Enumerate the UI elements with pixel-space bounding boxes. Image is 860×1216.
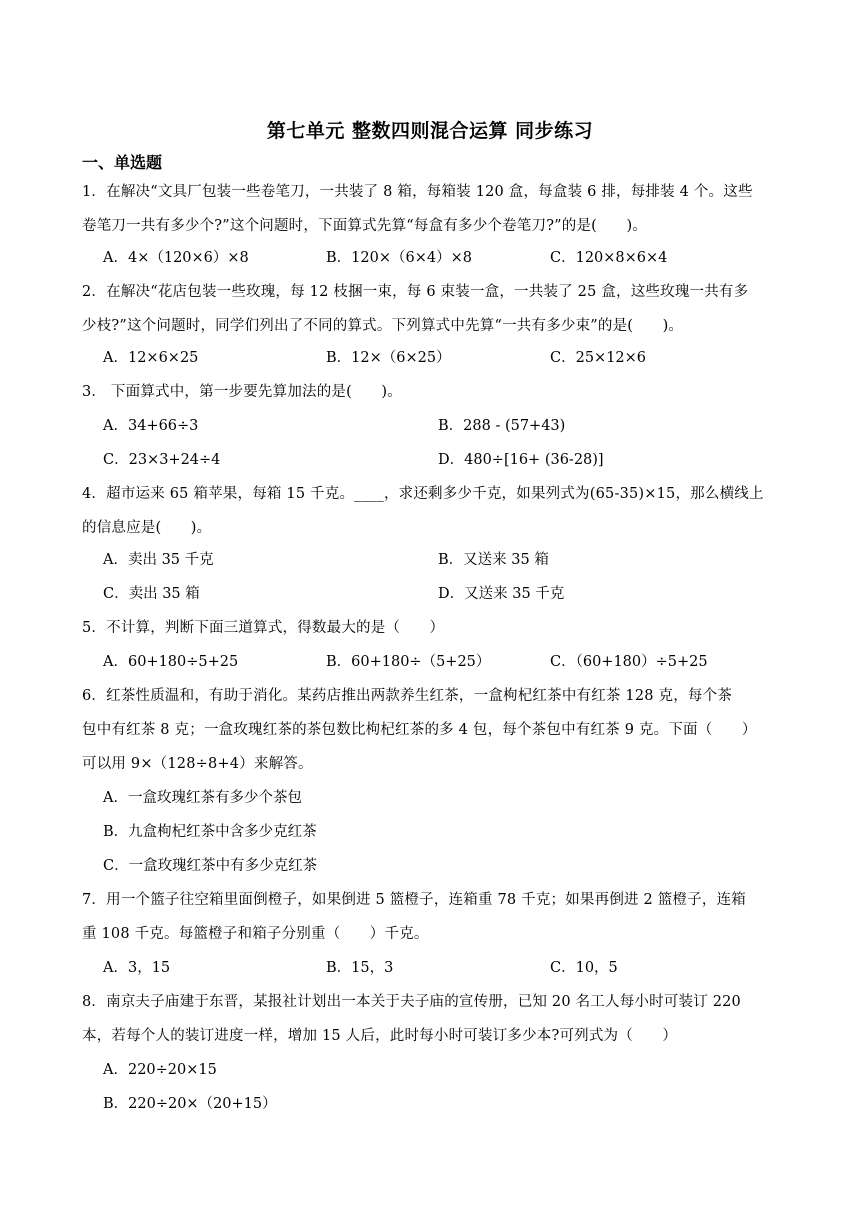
question-8-line-1: 8．南京夫子庙建于东晋，某报社计划出一本关于夫子庙的宣传册，已知 20 名工人每小时可装订 220: [82, 994, 741, 1010]
question-7-line-2: 重 108 千克。每篮橙子和箱子分别重（ ）千克。: [82, 926, 429, 942]
question-8-line-2: 本，若每个人的装订进度一样，增加 15 人后，此时每小时可装订多少本?可列式为（ ）: [82, 1028, 678, 1044]
question-2-option-b: B．12×（6×25）: [326, 350, 451, 366]
question-1-option-c: C．120×8×6×4: [550, 250, 668, 266]
question-5-option-a: A．60+180÷5+25: [103, 654, 239, 670]
section-heading: 一、单选题: [82, 153, 163, 172]
question-1-line-1: 1．在解决“文具厂包装一些卷笔刀，一共装了 8 箱，每箱装 120 盒，每盒装 6 排，每排装 4 个。这些: [82, 184, 753, 200]
question-7-option-a: A．3，15: [103, 960, 171, 976]
question-1-option-b: B．120×（6×4）×8: [326, 250, 472, 266]
question-5-option-b: B．60+180÷（5+25）: [326, 654, 491, 670]
question-3-option-d: D．480÷[16+ (36-28)]: [438, 452, 604, 468]
question-8-option-a: A．220÷20×15: [103, 1062, 217, 1078]
question-2-line-1: 2．在解决“花店包装一些玫瑰，每 12 枝捆一束，每 6 束装一盒，一共装了 25 盒，这些玫瑰一共有多: [82, 284, 749, 300]
question-3-option-b: B．288 - (57+43): [438, 418, 566, 434]
question-4-option-a: A．卖出 35 千克: [103, 552, 214, 568]
question-6-line-3: 可以用 9×（128÷8+4）来解答。: [82, 756, 313, 772]
question-7-option-b: B．15，3: [326, 960, 394, 976]
question-6-option-a: A．一盒玫瑰红茶有多少个茶包: [103, 790, 302, 806]
question-1-line-2: 卷笔刀一共有多少个?”这个问题时，下面算式先算“每盒有多少个卷笔刀?”的是( )。: [82, 218, 647, 234]
question-4-option-d: D．又送来 35 千克: [438, 586, 565, 602]
question-2-option-c: C．25×12×6: [550, 350, 647, 366]
question-1-option-a: A．4×（120×6）×8: [103, 250, 249, 266]
page-title: 第七单元 整数四则混合运算 同步练习: [266, 120, 594, 142]
question-4-option-b: B．又送来 35 箱: [438, 552, 549, 568]
question-3-option-c: C．23×3+24÷4: [103, 452, 221, 468]
question-2-line-2: 少枝?”这个问题时，同学们列出了不同的算式。下列算式中先算“一共有多少束”的是( )。: [82, 318, 684, 334]
question-6-line-1: 6．红茶性质温和，有助于消化。某药店推出两款养生红茶，一盒枸杞红茶中有红茶 128 克，每个茶: [82, 688, 733, 704]
question-7-option-c: C．10，5: [550, 960, 618, 976]
question-4-line-1: 4．超市运来 65 箱苹果，每箱 15 千克。____，求还剩多少千克，如果列式为(65-35)×15，那么横线上: [82, 486, 764, 502]
question-5-option-c: C．（60+180）÷5+25: [550, 654, 708, 670]
question-7-line-1: 7．用一个篮子往空箱里面倒橙子，如果倒进 5 篮橙子，连箱重 78 千克；如果再倒进 2 篮橙子，连箱: [82, 892, 746, 908]
question-6-line-2: 包中有红茶 8 克；一盒玫瑰红茶的茶包数比枸杞红茶的多 4 包，每个茶包中有红茶 9 克。下面（ ）: [82, 722, 757, 738]
question-6-option-b: B．九盒枸杞红茶中含多少克红茶: [103, 824, 317, 840]
question-8-option-b: B．220÷20×（20+15）: [103, 1096, 277, 1112]
question-2-option-a: A．12×6×25: [103, 350, 199, 366]
question-5-line-1: 5．不计算，判断下面三道算式，得数最大的是（ ）: [82, 620, 445, 636]
question-4-line-2: 的信息应是( )。: [82, 520, 212, 536]
question-6-option-c: C．一盒玫瑰红茶中有多少克红茶: [103, 858, 318, 874]
question-3-option-a: A．34+66÷3: [103, 418, 199, 434]
question-4-option-c: C．卖出 35 箱: [103, 586, 200, 602]
question-3-line-1: 3． 下面算式中，第一步要先算加法的是( )。: [82, 384, 402, 400]
